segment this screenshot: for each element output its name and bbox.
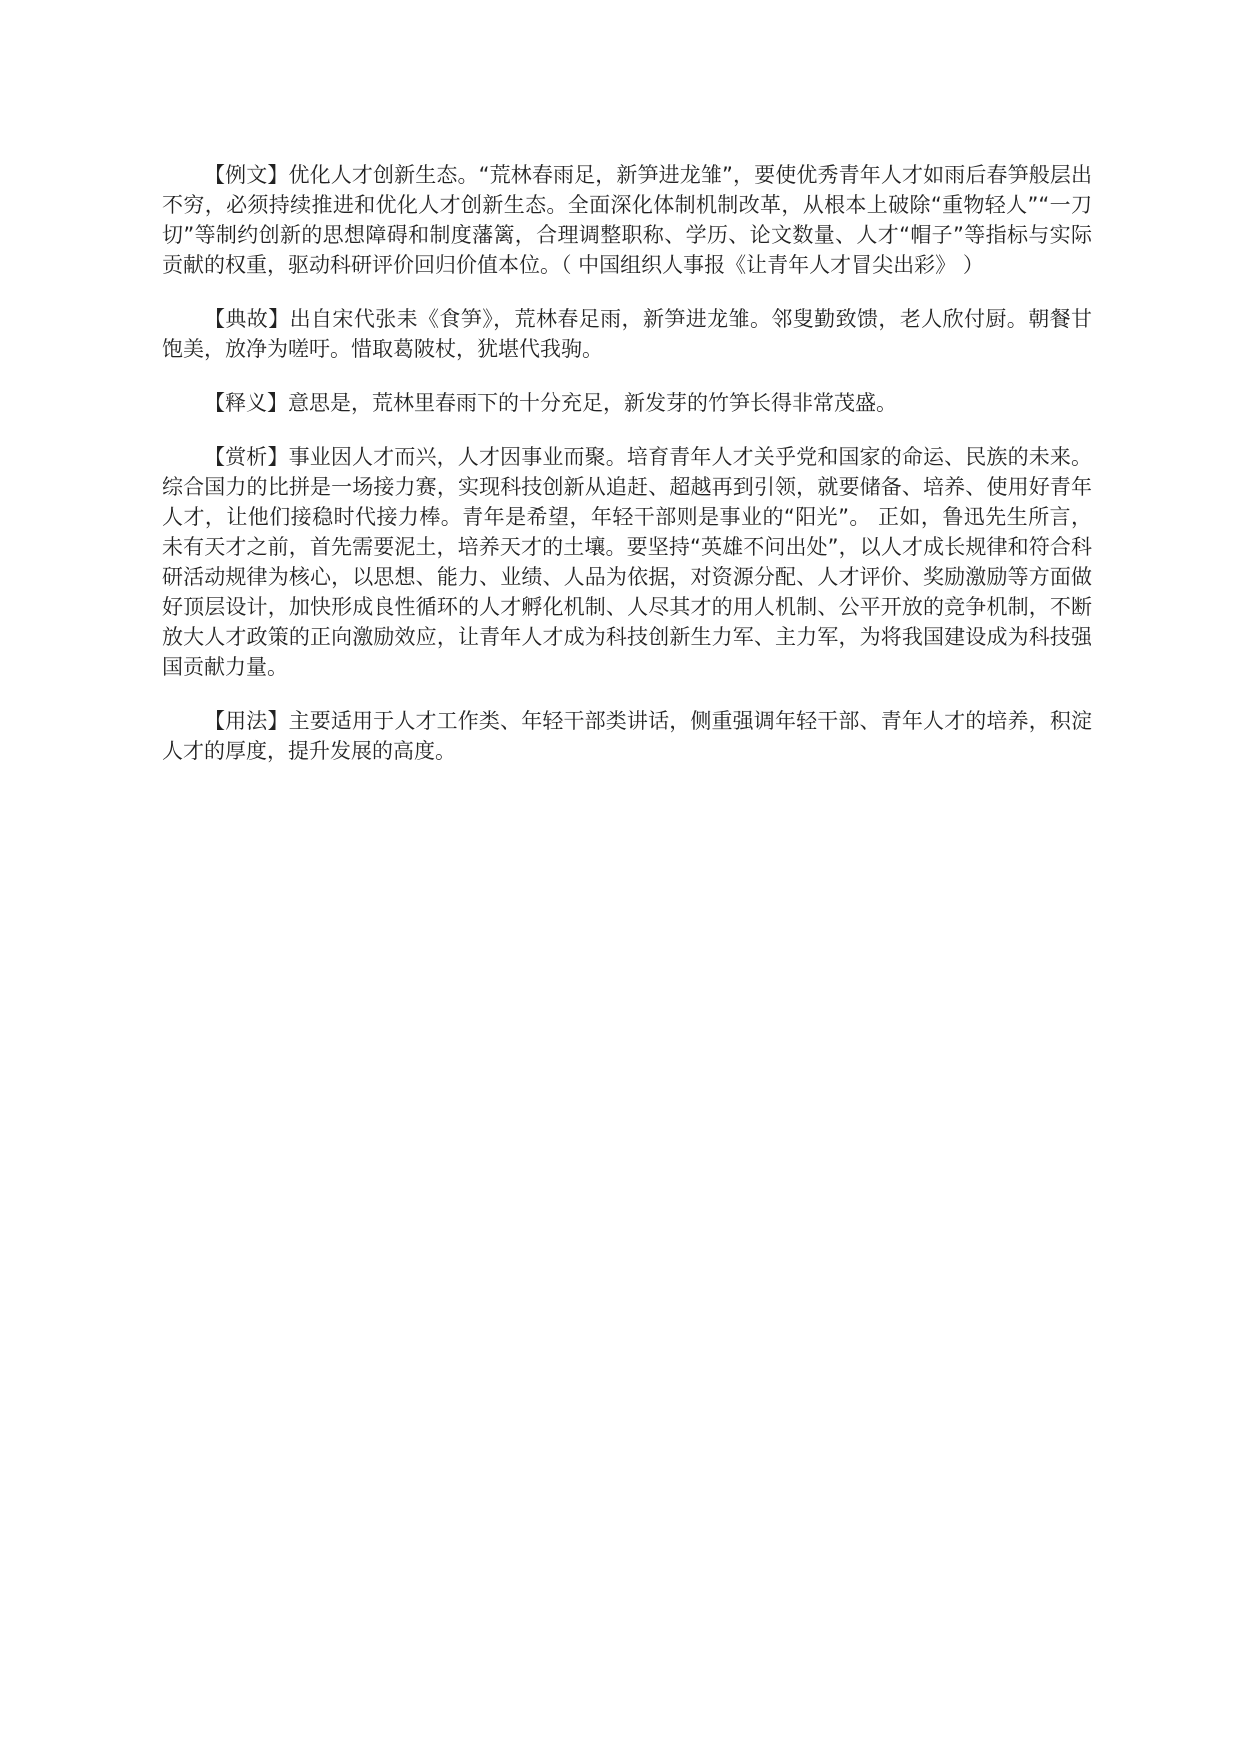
paragraph-usage xyxy=(162,706,1092,766)
usage-text: 主要适用于人才工作类、年轻干部类讲话，侧重强调年轻干部、青年人才的培养，积淀人才的厚度，提升发展的高度。 xyxy=(162,709,1093,763)
paragraph-allusion xyxy=(162,304,1092,364)
meaning-text: 意思是，荒林里春雨下的十分充足，新发芽的竹笋长得非常茂盛。 xyxy=(288,391,897,415)
paragraph-meaning xyxy=(162,388,1092,418)
allusion-tag: 【典故】 xyxy=(204,307,290,331)
appreciation-text: 事业因人才而兴，人才因事业而聚。培育青年人才关乎党和国家的命运、民族的未来。综合国力的比拼是一场接力赛，实现科技创新从追赶、超越再到引领，就要储备、培养、使用好青年人才，让他们接稳时代接力棒。青年是希望，年轻干部则是事业的“阳光”。 正如，鲁迅先生所言，未有天才之前，首先需要泥土，培养天才的土壤。要坚持“英雄不问出处”，以人才成长规律和符合科研活动规律为核心，以思想、能力、业绩、人品为依据，对资源分配、人才评价、奖励激励等方面做好顶层设计，加快形成良性循环的人才孵化机制、人尽其才的用人机制、公平开放的竞争机制，不断放大人才政策的正向激励效应，让青年人才成为科技创新生力军、主力军，为将我国建设成为科技强国贡献力量。 xyxy=(162,445,1093,679)
paragraph-appreciation xyxy=(162,442,1092,682)
paragraph-example xyxy=(162,160,1092,280)
document-page xyxy=(162,160,1092,790)
usage-tag: 【用法】 xyxy=(204,709,289,733)
meaning-tag: 【释义】 xyxy=(204,391,288,415)
allusion-text: 出自宋代张耒《食笋》，荒林春足雨，新笋进龙雏。邻叟勤致馈，老人欣付厨。朝餐甘饱美，放净为嗟吁。惜取葛陂杖，犹堪代我驹。 xyxy=(162,307,1092,361)
example-tag: 【例文】 xyxy=(204,163,289,187)
example-text: 优化人才创新生态。“荒林春雨足，新笋进龙雏”，要使优秀青年人才如雨后春笋般层出不穷，必须持续推进和优化人才创新生态。全面深化体制机制改革，从根本上破除“重物轻人”“一刀切”等制约创新的思想障碍和制度藩篱，合理调整职称、学历、论文数量、人才“帽子”等指标与实际贡献的权重，驱动科研评价回归价值本位。（ 中国组织人事报《让青年人才冒尖出彩》 ） xyxy=(162,163,1092,277)
appreciation-tag: 【赏析】 xyxy=(204,445,289,469)
